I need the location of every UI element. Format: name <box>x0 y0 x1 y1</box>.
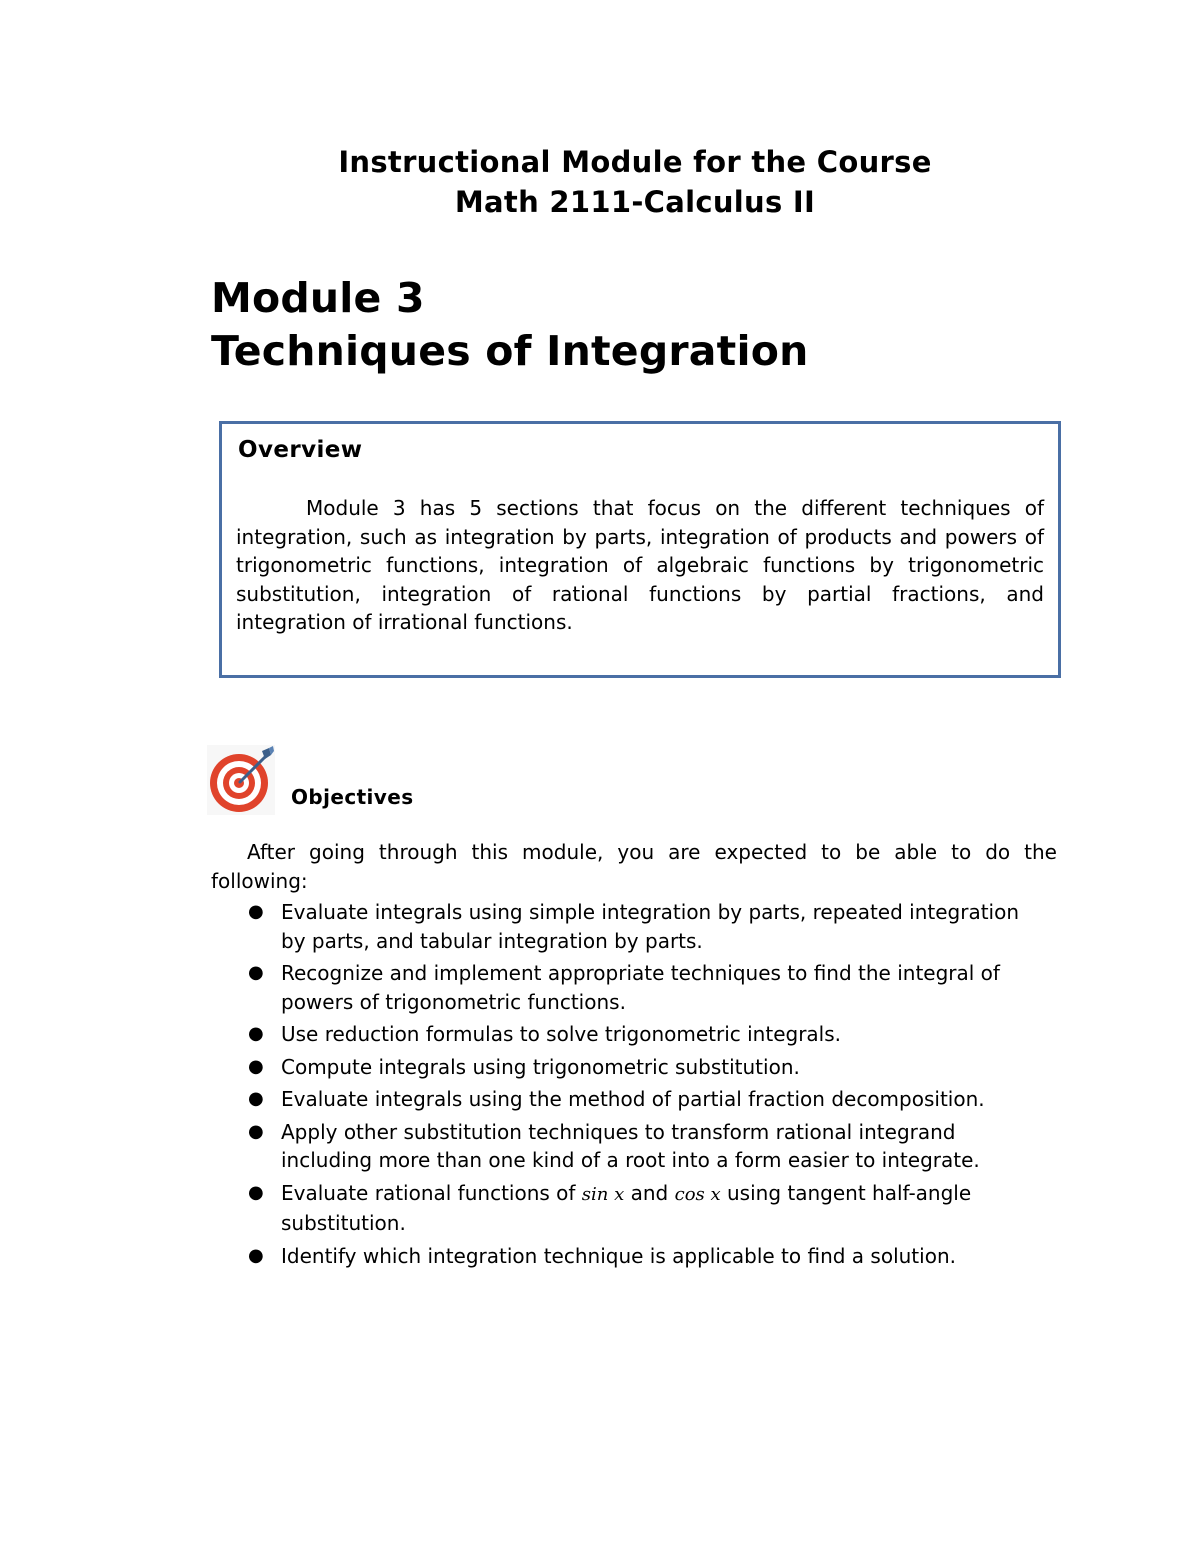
bullet-icon: ● <box>248 901 264 922</box>
course-header <box>0 142 1200 222</box>
objectives-heading: Objectives <box>291 785 414 809</box>
list-item <box>246 1053 1046 1082</box>
module-title <box>211 272 808 378</box>
objectives-list <box>246 898 1046 1274</box>
math-sin-x: sin x <box>581 1183 625 1205</box>
overview-body: Module 3 has 5 sections that focus on the different techniques of integration, such as integration by parts, integration of products and powers of trigonometric functions, integration of algebraic functions by trigonometric substitution, integration of rational functions by partial fractions, and integration of irrational functions. <box>236 496 1044 634</box>
list-item-text: Evaluate integrals using simple integration by parts, repeated integration by parts, and tabular integration by parts. <box>281 900 1020 953</box>
list-item-text-part2: and <box>624 1180 675 1205</box>
list-item <box>246 959 1046 1016</box>
list-item-text: Evaluate integrals using the method of partial fraction decomposition. <box>281 1087 985 1111</box>
math-cos-x: cos x <box>674 1183 721 1205</box>
bullet-icon: ● <box>248 1244 264 1266</box>
objectives-intro: After going through this module, you are expected to be able to do the following: <box>211 840 1057 893</box>
overview-heading: Overview <box>238 437 363 463</box>
target-icon <box>207 745 275 815</box>
list-item-text: Use reduction formulas to solve trigonometric integrals. <box>281 1022 841 1046</box>
course-header-line1: Instructional Module for the Course <box>338 145 932 179</box>
list-item <box>246 898 1046 955</box>
list-item <box>246 1118 1046 1175</box>
overview-box <box>219 421 1061 678</box>
module-number: Module 3 <box>211 274 425 322</box>
bullet-icon: ● <box>248 1055 264 1077</box>
list-item-text: Identify which integration technique is applicable to find a solution. <box>281 1243 956 1268</box>
list-item-text-part1: Evaluate rational functions of <box>281 1180 582 1205</box>
list-item <box>246 1020 1046 1049</box>
list-item-text: Compute integrals using trigonometric substitution. <box>281 1054 800 1079</box>
bullet-icon: ● <box>248 962 264 983</box>
bullet-icon: ● <box>248 1181 264 1203</box>
list-item-text: Apply other substitution techniques to transform rational integrand including more than one kind of a root into a form easier to integrate. <box>281 1119 980 1172</box>
list-item-text: Recognize and implement appropriate techniques to find the integral of powers of trigonometric functions. <box>281 961 1000 1014</box>
list-item <box>246 1179 1046 1238</box>
list-item <box>246 1242 1046 1271</box>
list-item-text-part3: using tangent half-angle substitution. <box>281 1180 972 1235</box>
list-item <box>246 1085 1046 1114</box>
course-header-line2: Math 2111-Calculus II <box>454 185 816 219</box>
bullet-icon: ● <box>248 1120 264 1142</box>
bullet-icon: ● <box>248 1023 264 1044</box>
module-name: Techniques of Integration <box>211 327 809 375</box>
bullet-icon: ● <box>248 1088 264 1109</box>
